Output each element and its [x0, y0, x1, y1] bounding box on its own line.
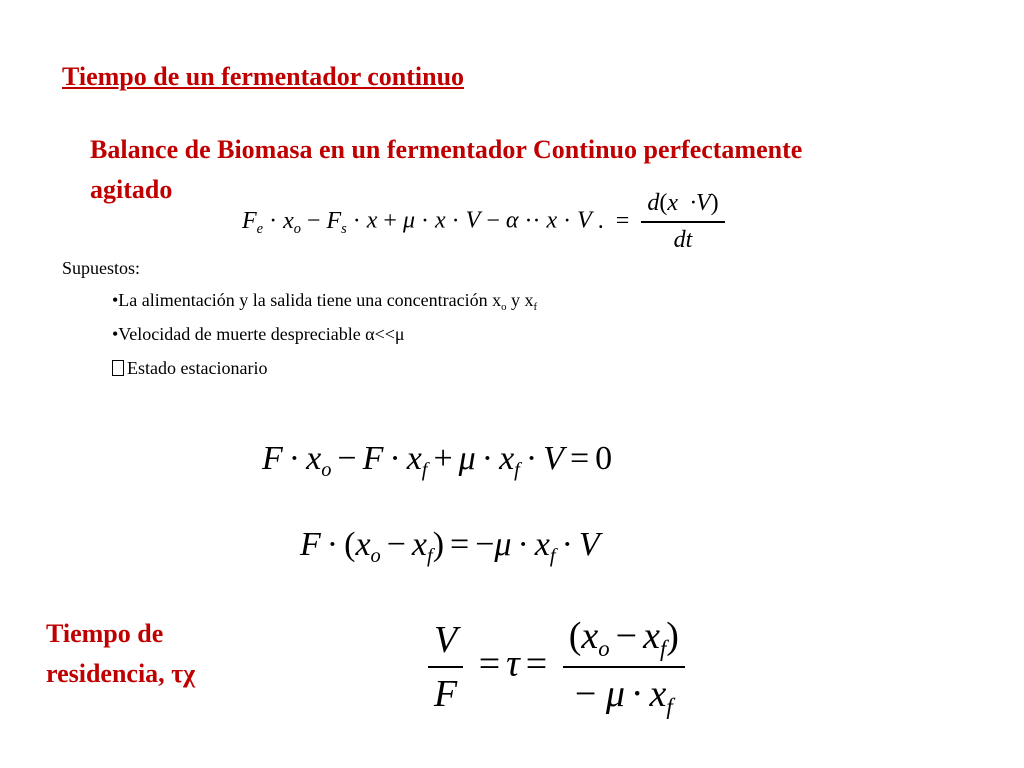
- assumptions-list: [112, 288, 537, 390]
- residence-fraction: $\frac{(x_o - x_f)}{- \mu \cdot x_f}$: [563, 614, 685, 720]
- assumption-item-steady-state: Estado estacionario: [112, 356, 537, 390]
- biomass-balance-equation: $F_e \cdot x_o - F_s \cdot x + \mu \cdot x \cdot V - \alpha \cdot\cdot x \cdot V$ . = $\frac{d(x \cdot V)}{dt}$: [242, 190, 725, 254]
- derivative-fraction: $\frac{d(x \cdot V)}{dt}$: [641, 190, 724, 254]
- residence-time-title: [46, 614, 266, 694]
- residence-time-equation: $\frac{V}{F}$ = τ = $\frac{(x_o - x_f)}{- \mu \cdot x_f}$: [428, 614, 685, 720]
- v-over-f-fraction: $\frac{V}{F}$: [428, 618, 463, 716]
- steady-state-equation: $F \cdot x_o - F \cdot x_f + \mu \cdot x_f \cdot V = 0$: [262, 440, 613, 482]
- residence-title-line2: residencia, τχ: [46, 659, 196, 688]
- assumption-item-death-rate: •Velocidad de muerte despreciable α<<μ: [112, 324, 405, 344]
- slide-subtitle: Balance de Biomasa en un fermentador Continuo perfectamente agitado: [90, 135, 803, 204]
- slide-title: Tiempo de un fermentador continuo: [62, 62, 465, 91]
- missing-glyph-icon: [112, 360, 124, 376]
- assumption-item-concentration: •La alimentación y la salida tiene una concentración $x_o$ y $x_f$: [112, 290, 538, 313]
- rearranged-equation: $F \cdot (x_o - x_f) = -\mu \cdot x_f \cdot V$: [300, 526, 600, 568]
- residence-title-line1: Tiempo de: [46, 619, 164, 648]
- assumptions-heading: Supuestos:: [62, 258, 141, 278]
